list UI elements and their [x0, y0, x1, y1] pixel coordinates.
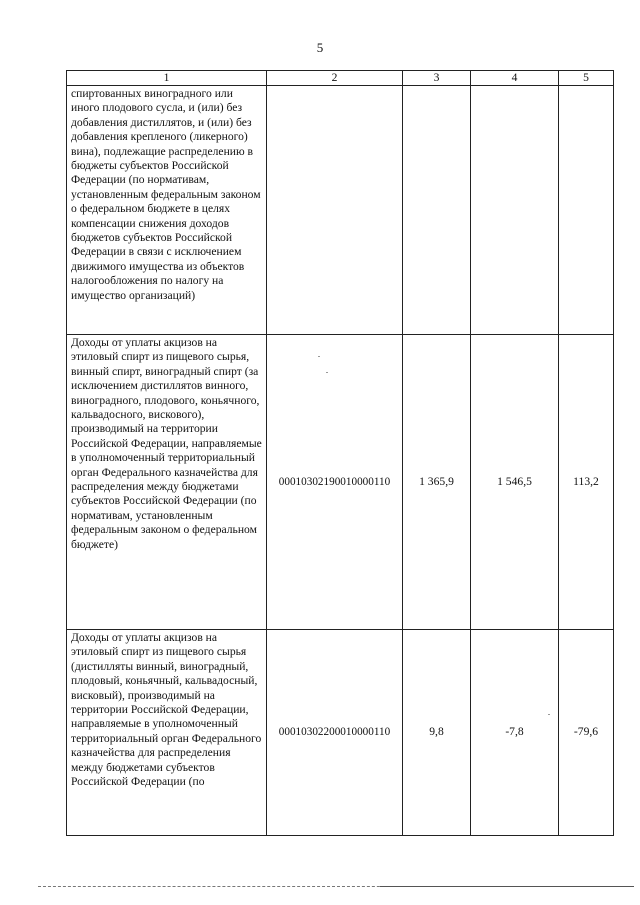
table-row — [67, 335, 614, 630]
column-header-5: 5 — [559, 71, 614, 86]
scan-speck — [548, 714, 550, 715]
row-code — [267, 86, 403, 335]
row-value-col3 — [403, 86, 471, 335]
scan-speck — [326, 372, 328, 373]
column-header-3: 3 — [403, 71, 471, 86]
column-header-2: 2 — [267, 71, 403, 86]
row-value-col4 — [471, 86, 559, 335]
row-code: 00010302190010000110 — [267, 335, 403, 630]
row-value-col5: -79,6 — [559, 630, 614, 836]
row-value-col3: 1 365,9 — [403, 335, 471, 630]
column-header-1: 1 — [67, 71, 267, 86]
table-row — [67, 86, 614, 335]
row-value-col3: 9,8 — [403, 630, 471, 836]
row-value-col4: -7,8 — [471, 630, 559, 836]
row-value-col4: 1 546,5 — [471, 335, 559, 630]
revenue-table — [66, 70, 614, 836]
scan-speck — [318, 356, 320, 357]
table-header-row — [67, 71, 614, 86]
page-number: 5 — [316, 40, 324, 55]
table-row — [67, 630, 614, 836]
row-description: Доходы от уплаты акцизов на этиловый спирт из пищевого сырья, винный спирт, виноградный спирт (за исключением дистиллятов винного, виноградного, плодового, коньячного, кальвадосного, вискового), производимый на территории Российской Федерации, направляемые в уполномоченный территориальный орган Федерального казначейства для распределения между бюджетами субъектов Российской Федерации (по нормативам, установленным федеральным законом о федеральном бюджете) — [67, 335, 267, 630]
row-code: 00010302200010000110 — [267, 630, 403, 836]
row-description: Доходы от уплаты акцизов на этиловый спирт из пищевого сырья (дистилляты винный, виноградный, плодовый, коньячный, кальвадосный, висковый), производимый на территории Российской Федерации, направляемые в уполномоченный территориальный орган Федерального казначейства для распределения между бюджетами субъектов Российской Федерации (по — [67, 630, 267, 836]
row-value-col5 — [559, 86, 614, 335]
row-value-col5: 113,2 — [559, 335, 614, 630]
page-bottom-rule-solid — [380, 886, 634, 887]
row-description: спиртованных виноградного или иного плодового сусла, и (или) без добавления дистиллятов, и (или) без добавления крепленого (ликерного) вина), подлежащие распределению в бюджеты субъектов Российской Федерации (по нормативам, установленным федеральным законом о федеральном бюджете в целях компенсации снижения доходов бюджетов субъектов Российской Федерации в связи с исключением движимого имущества из объектов налогообложения по налогу на имущество организаций) — [67, 86, 267, 335]
column-header-4: 4 — [471, 71, 559, 86]
